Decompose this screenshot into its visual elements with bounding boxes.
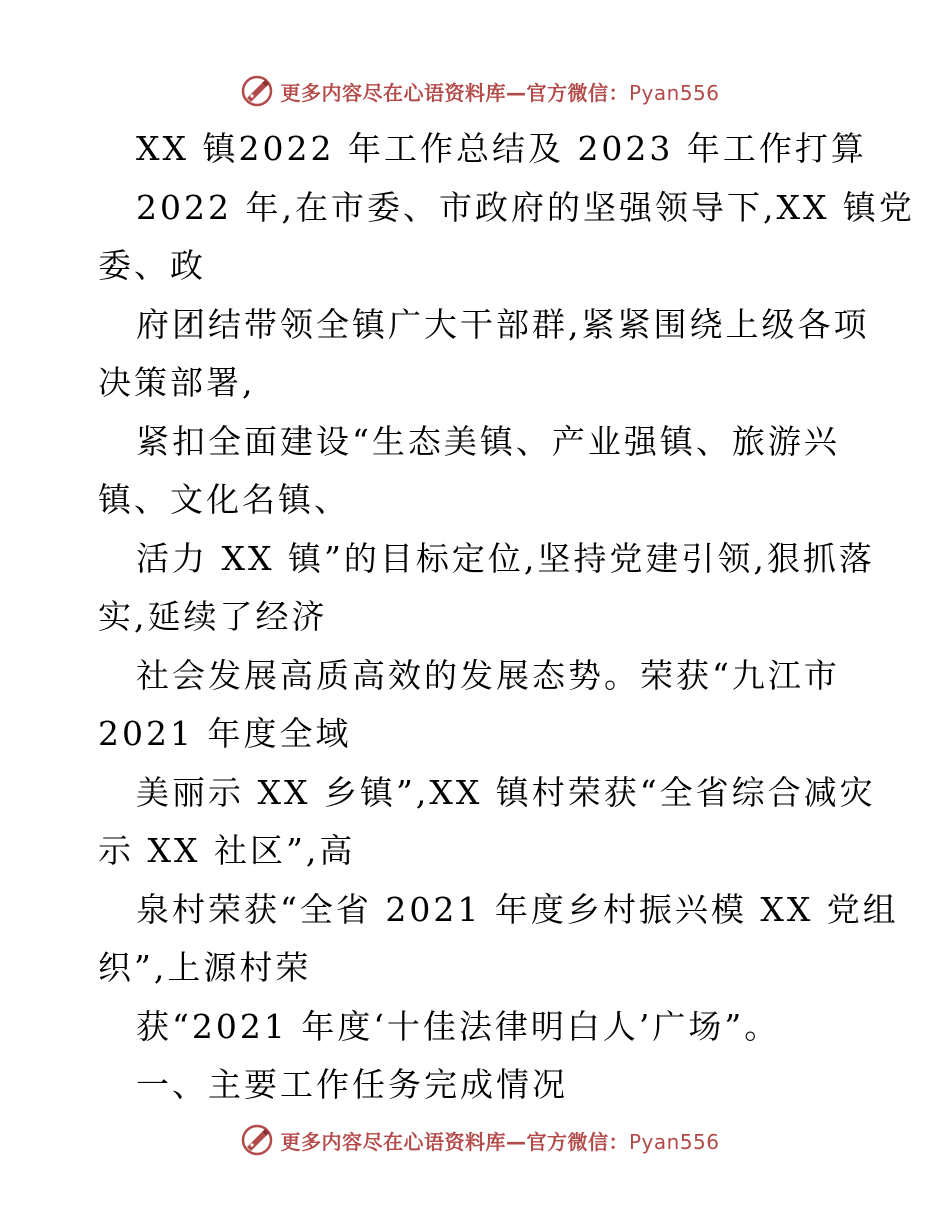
document-line: 府团结带领全镇广大干部群,紧紧围绕上级各项: [136, 304, 870, 344]
document-line: 实,延续了经济: [98, 597, 328, 636]
watermark-content: [240, 1123, 719, 1157]
document-line: 示 XX 社区”,高: [98, 831, 356, 870]
watermark-banner-top: [0, 69, 950, 113]
wechat-id: Pyan556: [628, 1129, 720, 1154]
document-line: 获“2021 年度‘十佳法律明白人’广场”。: [136, 1006, 781, 1046]
document-line: 活力 XX 镇”的目标定位,坚持党建引领,狠抓落: [136, 538, 875, 578]
watermark-text: 更多内容尽在心语资料库—官方微信：Pyan556: [280, 80, 720, 105]
watermark-text: 更多内容尽在心语资料库—官方微信：Pyan556: [280, 1129, 720, 1154]
pen-nib-circle-icon: [240, 1123, 274, 1157]
document-line: 一、主要工作任务完成情况: [136, 1065, 568, 1104]
document-line: 2021 年度全域: [98, 714, 352, 753]
wechat-id: Pyan556: [628, 80, 720, 105]
document-line: 委、政: [98, 246, 206, 285]
watermark-content: [240, 74, 719, 108]
pen-nib-circle-icon: [240, 74, 274, 108]
document-line: 织”,上源村荣: [98, 948, 312, 987]
document-line: 紧扣全面建设“生态美镇、产业强镇、旅游兴: [136, 421, 840, 461]
document-body: [98, 120, 915, 1115]
document-line: 2022 年,在市委、市政府的坚强领导下,XX 镇党: [136, 187, 915, 227]
document-title: XX 镇2022 年工作总结及 2023 年工作打算: [136, 129, 867, 168]
document-line: 决策部署,: [98, 363, 256, 402]
document-line: 美丽示 XX 乡镇”,XX 镇村荣获“全省综合减灾: [136, 772, 876, 812]
watermark-banner-bottom: [0, 1118, 950, 1162]
document-line: 泉村荣获“全省 2021 年度乡村振兴模 XX 党组: [136, 889, 899, 929]
document-line: 镇、文化名镇、: [98, 480, 350, 519]
document-line: 社会发展高质高效的发展态势。荣获“九江市: [136, 655, 840, 695]
